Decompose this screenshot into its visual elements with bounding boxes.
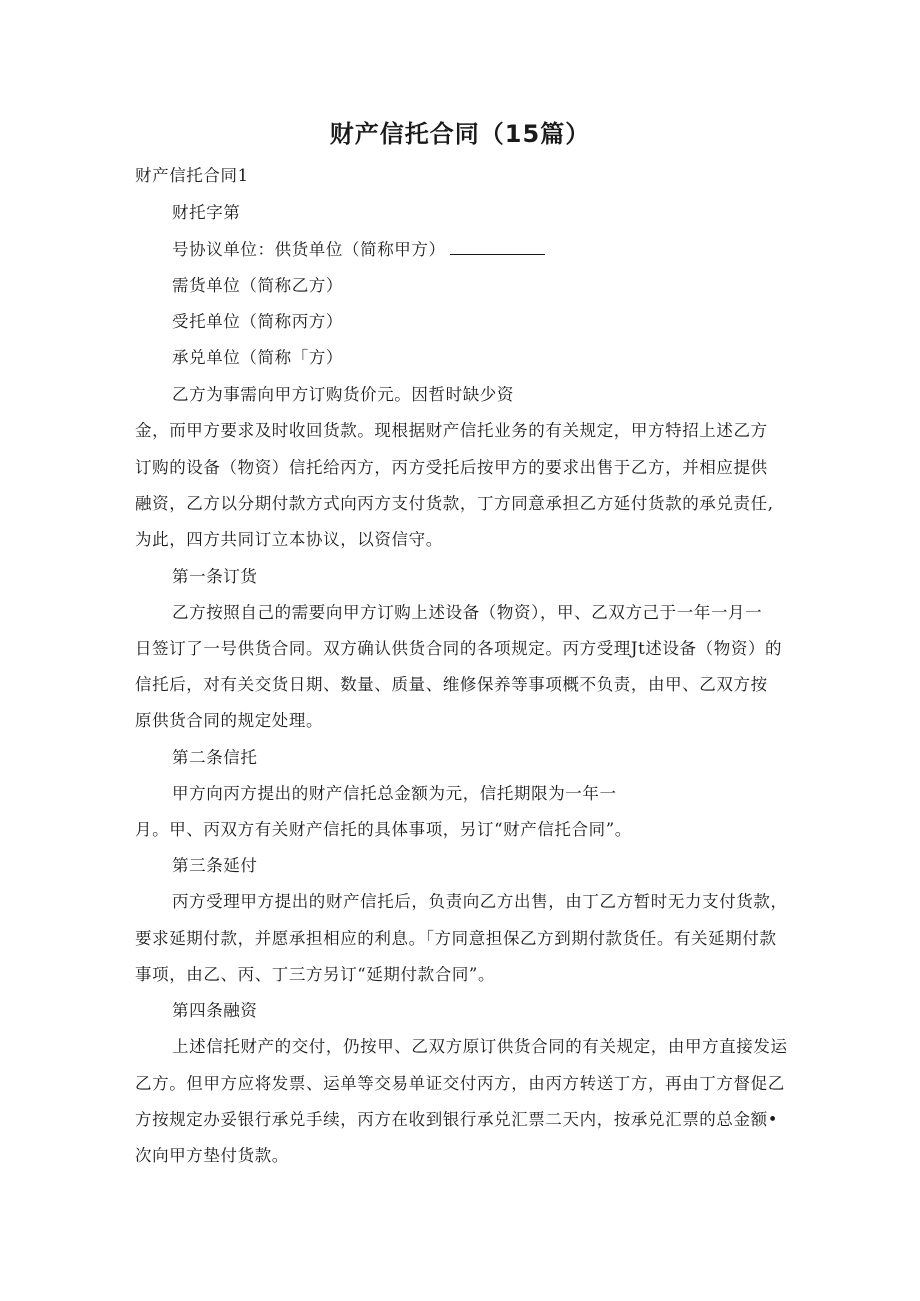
paragraph-line: 受托单位（简称丙方） xyxy=(172,312,343,331)
paragraph-line: 财托字第 xyxy=(172,203,241,222)
paragraph-line: 事项，由乙、丙、丁三方另订“延期付款合同”。 xyxy=(135,965,496,984)
paragraph-line: 日签订了一号供货合同。双方确认供货合同的各项规定。丙方受理Jt述设备（物资）的 xyxy=(135,639,783,658)
paragraph-line: 原供货合同的规定处理。 xyxy=(135,711,324,730)
paragraph-line: 为此，四方共同订立本协议，以资信守。 xyxy=(135,530,443,549)
paragraph-line xyxy=(172,240,545,260)
paragraph-line: 甲方向丙方提出的财产信托总金额为元，信托期限为一年一 xyxy=(172,784,617,803)
section-heading: 财产信托合同1 xyxy=(135,166,249,185)
paragraph-line: 需货单位（简称乙方） xyxy=(172,276,343,295)
article-heading: 第二条信托 xyxy=(172,748,258,767)
paragraph-line: 乙方。但甲方应将发票、运单等交易单证交付丙方，由丙方转送丁方，再由丁方督促乙 xyxy=(135,1074,785,1093)
paragraph-line: 订购的设备（物资）信托给丙方，丙方受托后按甲方的要求出售于乙方，并相应提供 xyxy=(135,458,768,477)
paragraph-line: 次向甲方垫付货款。 xyxy=(135,1146,289,1165)
paragraph-line: 上述信托财产的交付，仍按甲、乙双方原订供货合同的有关规定，由甲方直接发运 xyxy=(172,1037,788,1056)
paragraph-line: 月。甲、丙双方有关财产信托的具体事项，另订“财产信托合同”。 xyxy=(135,820,632,839)
paragraph-line: 方按规定办妥银行承兑手续，丙方在收到银行承兑汇票二天内，按承兑汇票的总金额• xyxy=(135,1110,779,1129)
paragraph-line: 信托后，对有关交货日期、数量、质量、维修保养等事项概不负责，由甲、乙双方按 xyxy=(135,675,768,694)
article-heading: 第四条融资 xyxy=(172,1001,258,1020)
article-heading: 第三条延付 xyxy=(172,856,258,875)
paragraph-line: 承兑单位（简称「方） xyxy=(172,348,343,367)
paragraph-line: 要求延期付款，并愿承担相应的利息。「方同意担保乙方到期付款货任。有关延期付款 xyxy=(135,929,777,948)
paragraph-line: 融资，乙方以分期付款方式向丙方支付货款，丁方同意承担乙方延付货款的承兑责任, xyxy=(135,494,774,513)
party-a-label: 号协议单位：供货单位（简称甲方） xyxy=(172,240,446,259)
paragraph-line: 乙方按照自己的需要向甲方订购上述设备（物资），甲、乙双方己于一年一月一 xyxy=(172,603,763,622)
paragraph-line: 金，而甲方要求及时收回货款。现根据财产信托业务的有关规定，甲方特招上述乙方 xyxy=(135,421,768,440)
paragraph-line: 丙方受理甲方提出的财产信托后，负责向乙方出售，由丁乙方暂时无力支付货款， xyxy=(172,892,788,911)
paragraph-line: 乙方为事需向甲方订购货价元。因哲时缺少资 xyxy=(172,385,514,404)
document-title: 财产信托合同（15篇） xyxy=(329,120,591,148)
article-heading: 第一条订货 xyxy=(172,567,258,586)
blank-underline xyxy=(450,240,545,255)
